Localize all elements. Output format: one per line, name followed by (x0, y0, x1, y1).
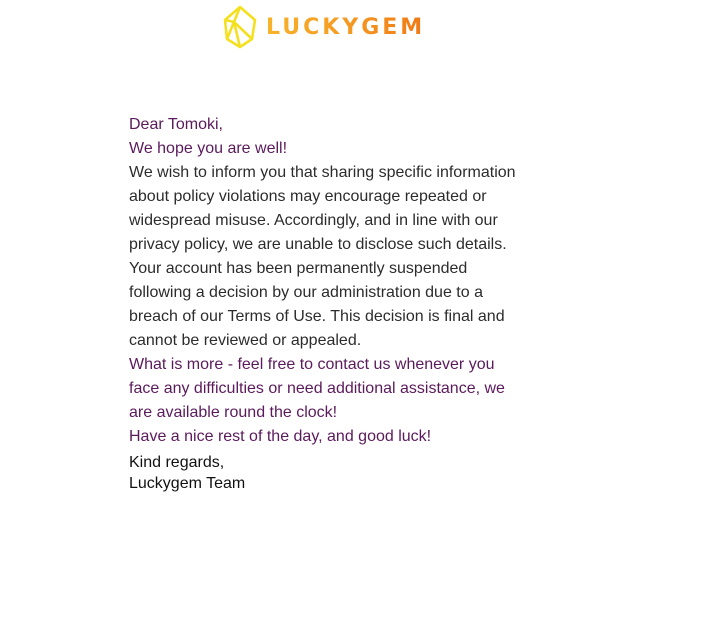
regards-line: Kind regards, (129, 454, 225, 471)
email-header (0, 0, 717, 60)
brand-logo[interactable] (222, 5, 425, 49)
assistance-line: What is more - feel free to contact us whenever you face any difficulties or need additional assistance, we are available round the clock! (129, 356, 505, 421)
greeting: Dear Tomoki, (129, 116, 223, 133)
signature: Luckygem Team (129, 475, 246, 492)
brand-name: LUCKYGEM (266, 6, 425, 50)
gem-icon (222, 5, 258, 49)
signoff (129, 452, 519, 494)
suspension-notice: We wish to inform you that sharing specific information about policy violations may encourage repeated or widespread misuse. Accordingly, and in line with our privacy policy, we are unable to disclose such details. Your account has been permanently suspended following a decision by our administration due to a breach of our Terms of Use. This decision is final and cannot be reviewed or appealed. (129, 164, 516, 349)
closing-wish: Have a nice rest of the day, and good luck! (129, 428, 432, 445)
email-body (129, 113, 519, 491)
hope-line: We hope you are well! (129, 140, 288, 157)
